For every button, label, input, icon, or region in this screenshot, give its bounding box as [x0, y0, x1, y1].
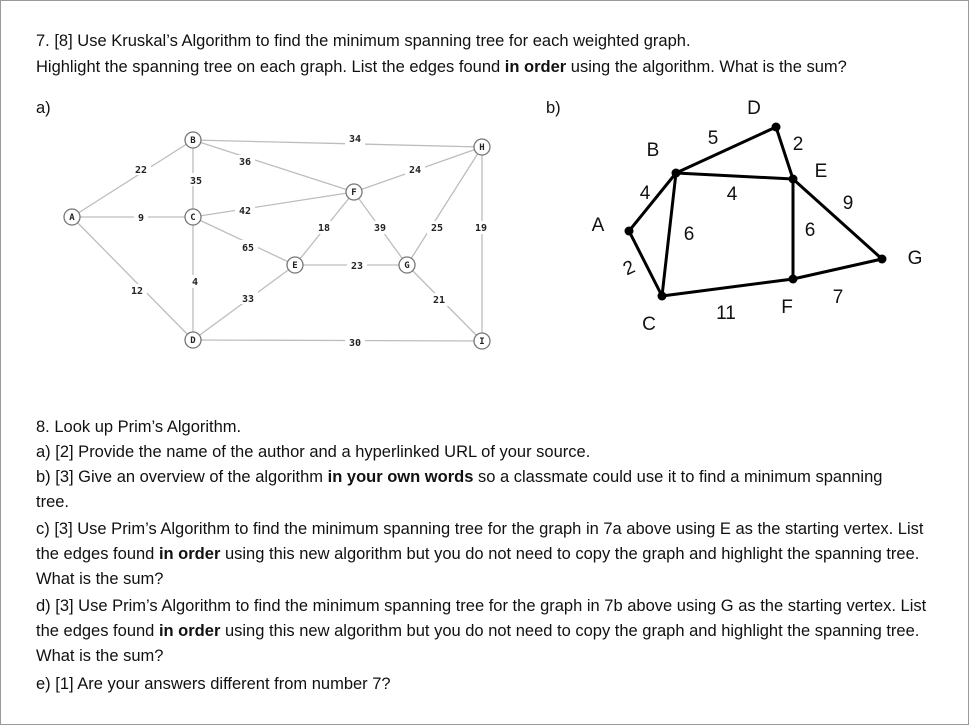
weight-c-d: 4	[191, 277, 199, 288]
weight-a-c: 9	[137, 213, 145, 224]
weight-b-b-e: 4	[726, 184, 738, 205]
node-b-b-label: B	[646, 140, 660, 161]
edge-b-f-g	[793, 259, 882, 279]
node-b-g-dot	[878, 255, 887, 264]
weight-e-f: 18	[317, 223, 331, 234]
node-h-label: H	[479, 143, 485, 153]
weight-b-e-g: 9	[842, 193, 854, 214]
weight-h-i: 19	[474, 223, 488, 234]
edge-b-a-c	[629, 231, 662, 296]
node-b-a-label: A	[591, 215, 605, 236]
edge-b-b-d	[676, 127, 776, 173]
q8-part-e: e) [1] Are your answers different from number 7?	[36, 675, 391, 693]
node-b-g-label: G	[907, 248, 923, 269]
node-f-label: F	[351, 188, 357, 198]
weight-f-h: 24	[408, 165, 422, 176]
q8-title: 8. Look up Prim’s Algorithm.	[36, 418, 242, 436]
weight-a-b: 22	[134, 165, 148, 176]
node-b-f-dot	[789, 275, 798, 284]
q8-part-d: d) [3] Use Prim’s Algorithm to find the minimum spanning tree for the graph in 7b above using G as the starting vertex. List the edges found in order using this new algorithm but you do not need to copy the graph and highlight the spanning tree. What is the sum?	[36, 597, 927, 665]
weight-b-c-f: 11	[716, 303, 736, 324]
node-b-c-label: C	[642, 314, 656, 335]
weight-b-f: 36	[238, 157, 252, 168]
weight-b-b-d: 5	[707, 128, 719, 149]
weight-b-f-g: 7	[832, 287, 844, 308]
weight-d-i: 30	[348, 338, 362, 349]
edge-b-b-e	[676, 173, 793, 179]
node-b-a-dot	[625, 227, 634, 236]
node-b-e-label: E	[814, 161, 828, 182]
q8-part-c: c) [3] Use Prim’s Algorithm to find the minimum spanning tree for the graph in 7a above using E as the starting vertex. List the edges found in order using this new algorithm but you do not need to copy the graph and highlight the spanning tree. What is the sum?	[36, 520, 924, 588]
weight-g-i: 21	[432, 295, 446, 306]
weight-b-b-c: 6	[683, 224, 695, 245]
node-b-c-dot	[658, 292, 667, 301]
q7-line1: 7. [8] Use Kruskal’s Algorithm to find the minimum spanning tree for each weighted graph.	[36, 32, 691, 50]
weight-b-e-f: 6	[804, 220, 816, 241]
q7-part-a-label: a)	[36, 99, 51, 117]
weight-a-d: 12	[130, 286, 144, 297]
node-g-label: G	[404, 261, 410, 271]
node-d-label: D	[190, 336, 196, 346]
weight-b-d-e: 2	[792, 134, 804, 155]
edge-b-c-f	[662, 279, 793, 296]
edge-b-b-c	[662, 173, 676, 296]
weight-b-a-b: 4	[639, 183, 651, 204]
node-c-label: C	[190, 213, 196, 223]
node-i-label: I	[479, 337, 485, 347]
weight-c-e: 65	[241, 243, 255, 254]
weight-g-h: 25	[430, 223, 444, 234]
edge-b-d-e	[776, 127, 793, 179]
weight-e-g: 23	[350, 261, 364, 272]
q8-part-b: b) [3] Give an overview of the algorithm in your own words so a classmate could use it to find a minimum spanning tree.	[36, 468, 883, 511]
node-b-b-dot	[672, 169, 681, 178]
node-a-label: A	[69, 213, 75, 223]
weight-b-c: 35	[189, 176, 203, 187]
node-b-d-label: D	[747, 98, 761, 119]
q7-part-b-label: b)	[546, 99, 561, 117]
node-b-d-dot	[772, 123, 781, 132]
q7-line2: Highlight the spanning tree on each graph. List the edges found in order using the algorithm. What is the sum?	[36, 58, 847, 76]
weight-c-f: 42	[238, 206, 252, 217]
weight-f-g: 39	[373, 223, 387, 234]
node-b-e-dot	[789, 175, 798, 184]
node-e-label: E	[292, 261, 298, 271]
node-b-f-label: F	[781, 297, 793, 318]
node-b-label: B	[190, 136, 196, 146]
edge-b-e-g	[793, 179, 882, 259]
weight-d-e: 33	[241, 294, 255, 305]
weight-b-h: 34	[348, 134, 362, 145]
q8-part-a: a) [2] Provide the name of the author and a hyperlinked URL of your source.	[36, 443, 591, 461]
weight-b-a-c: 2	[619, 256, 639, 281]
